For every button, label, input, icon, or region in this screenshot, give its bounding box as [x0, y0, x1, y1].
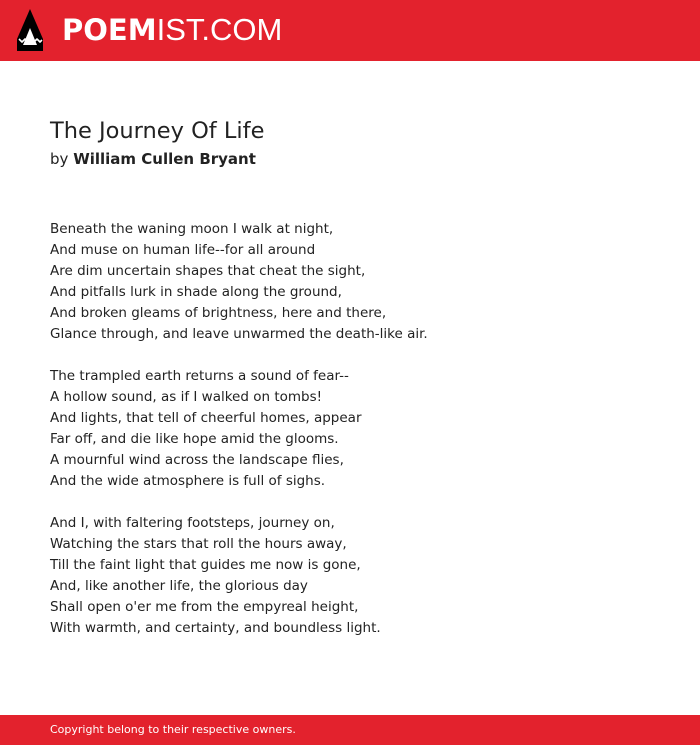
- pencil-tip-icon[interactable]: [17, 9, 43, 51]
- poem-author: William Cullen Bryant: [73, 150, 256, 168]
- poem-line: And muse on human life--for all around: [50, 242, 316, 258]
- poem-line: A hollow sound, as if I walked on tombs!: [50, 389, 323, 405]
- poem-title: The Journey Of Life: [50, 118, 265, 144]
- poem-line: And lights, that tell of cheerful homes, appear: [50, 410, 362, 426]
- poem-line: And the wide atmosphere is full of sighs.: [50, 473, 326, 489]
- poem-line: Glance through, and leave unwarmed the death-like air.: [50, 326, 428, 342]
- poem-line: And, like another life, the glorious day: [50, 578, 308, 594]
- by-label: by: [50, 150, 69, 168]
- poem-line: Are dim uncertain shapes that cheat the sight,: [50, 263, 366, 279]
- stanza-1: [50, 219, 670, 345]
- site-header: [0, 0, 700, 61]
- poem-byline: [50, 149, 256, 169]
- site-logo[interactable]: [62, 12, 282, 48]
- stanza-3: [50, 513, 670, 639]
- stanza-2: [50, 366, 670, 492]
- logo-light-text: IST.COM: [156, 12, 283, 47]
- poem-line: Far off, and die like hope amid the glooms.: [50, 431, 339, 447]
- copyright-text: Copyright belong to their respective owners.: [50, 723, 296, 736]
- poem-line: Till the faint light that guides me now is gone,: [50, 557, 361, 573]
- poem-line: And broken gleams of brightness, here and there,: [50, 305, 387, 321]
- poem-line: The trampled earth returns a sound of fear--: [50, 368, 349, 384]
- poem-line: Shall open o'er me from the empyreal height,: [50, 599, 359, 615]
- poem-line: And I, with faltering footsteps, journey on,: [50, 515, 335, 531]
- logo-bold-text: POEM: [62, 13, 157, 47]
- site-footer: [0, 715, 700, 745]
- poem-line: And pitfalls lurk in shade along the ground,: [50, 284, 342, 300]
- poem-line: Watching the stars that roll the hours away,: [50, 536, 347, 552]
- poem-line: With warmth, and certainty, and boundless light.: [50, 620, 381, 636]
- poem-line: A mournful wind across the landscape flies,: [50, 452, 344, 468]
- poem-line: Beneath the waning moon I walk at night,: [50, 221, 334, 237]
- poem-body: [50, 219, 670, 660]
